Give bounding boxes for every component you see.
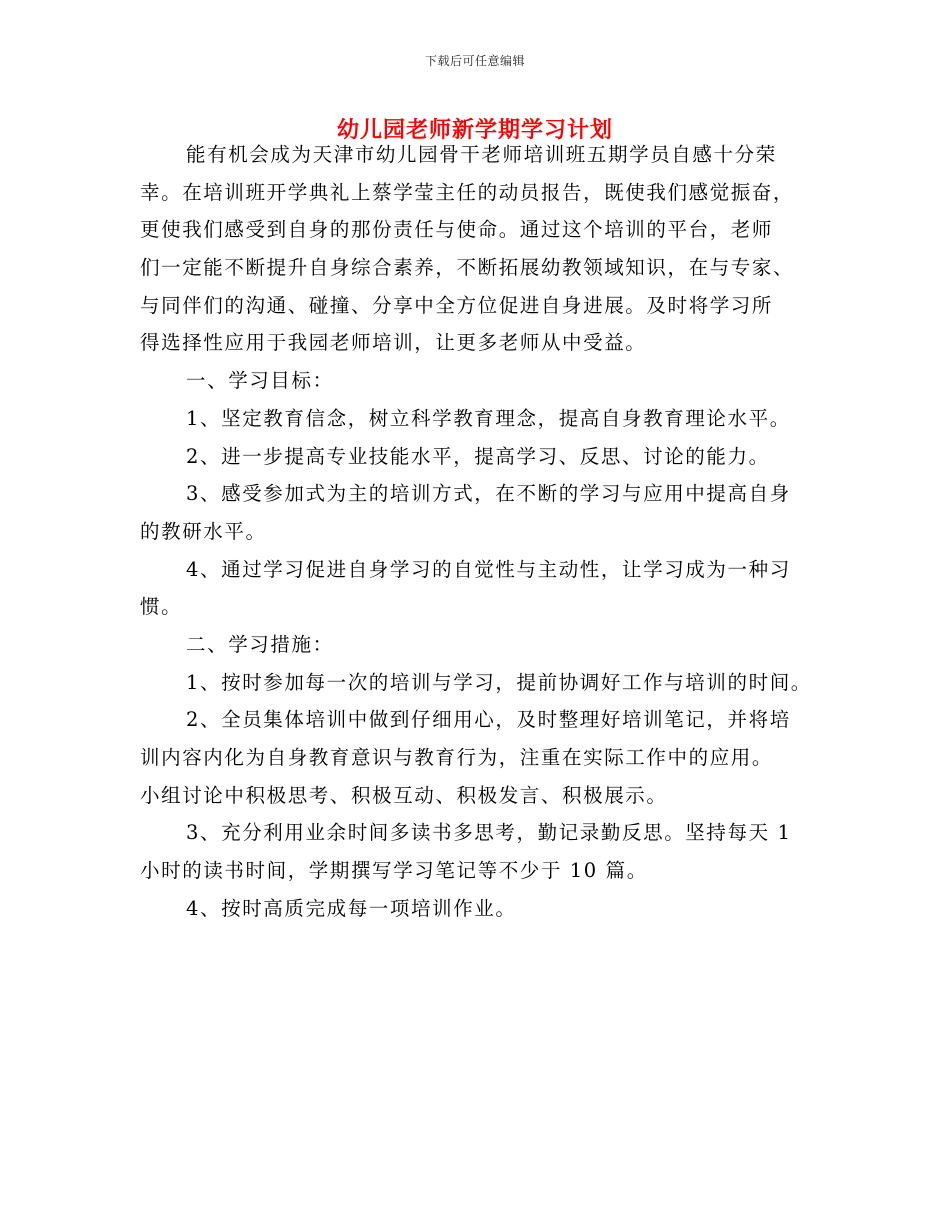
text-line: 4、按时高质完成每一项培训作业。 bbox=[186, 896, 517, 920]
text-line: 幸。在培训班开学典礼上蔡学莹主任的动员报告，既使我们感觉振奋， bbox=[140, 180, 795, 204]
text-line: 1、坚定教育信念，树立科学教育理念，提高自身教育理论水平。 bbox=[186, 406, 791, 430]
text-line: 与同伴们的沟通、碰撞、分享中全方位促进自身进展。及时将学习所 bbox=[140, 293, 774, 317]
text-line: 小时的读书时间，学期撰写学习笔记等不少于 10 篇。 bbox=[140, 859, 648, 883]
text-line: 2、全员集体培训中做到仔细用心，及时整理好培训笔记，并将培 bbox=[186, 708, 791, 732]
text-line: 一、学习目标： bbox=[186, 369, 334, 393]
text-line: 能有机会成为天津市幼儿园骨干老师培训班五期学员自感十分荣 bbox=[186, 143, 777, 166]
text-line: 更使我们感受到自身的那份责任与使命。通过这个培训的平台，老师 bbox=[140, 218, 774, 242]
header-note: 下载后可任意编辑 bbox=[424, 54, 525, 68]
text-line: 得选择性应用于我园老师培训，让更多老师从中受益。 bbox=[140, 331, 647, 355]
text-line: 二、学习措施： bbox=[186, 632, 334, 656]
text-line: 3、充分利用业余时间多读书多思考，勤记录勤反思。坚持每天 1 bbox=[186, 821, 792, 845]
body-text bbox=[140, 136, 820, 927]
text-line: 2、进一步提高专业技能水平，提高学习、反思、讨论的能力。 bbox=[186, 444, 770, 468]
text-line: 的教研水平。 bbox=[140, 519, 267, 543]
page-title: 幼儿园老师新学期学习计划 bbox=[336, 117, 613, 143]
text-line: 4、通过学习促进自身学习的自觉性与主动性，让学习成为一种习 bbox=[186, 557, 791, 581]
text-line: 3、感受参加式为主的培训方式，在不断的学习与应用中提高自身 bbox=[186, 482, 791, 506]
text-line: 小组讨论中积极思考、积极互动、积极发言、积极展示。 bbox=[140, 783, 668, 807]
text-line: 惯。 bbox=[140, 595, 183, 619]
text-line: 1、按时参加每一次的培训与学习，提前协调好工作与培训的时间。 bbox=[186, 670, 812, 694]
text-line: 训内容内化为自身教育意识与教育行为，注重在实际工作中的应用。 bbox=[140, 746, 774, 769]
text-line: 们一定能不断提升自身综合素养，不断拓展幼教领域知识，在与专家、 bbox=[140, 256, 795, 280]
